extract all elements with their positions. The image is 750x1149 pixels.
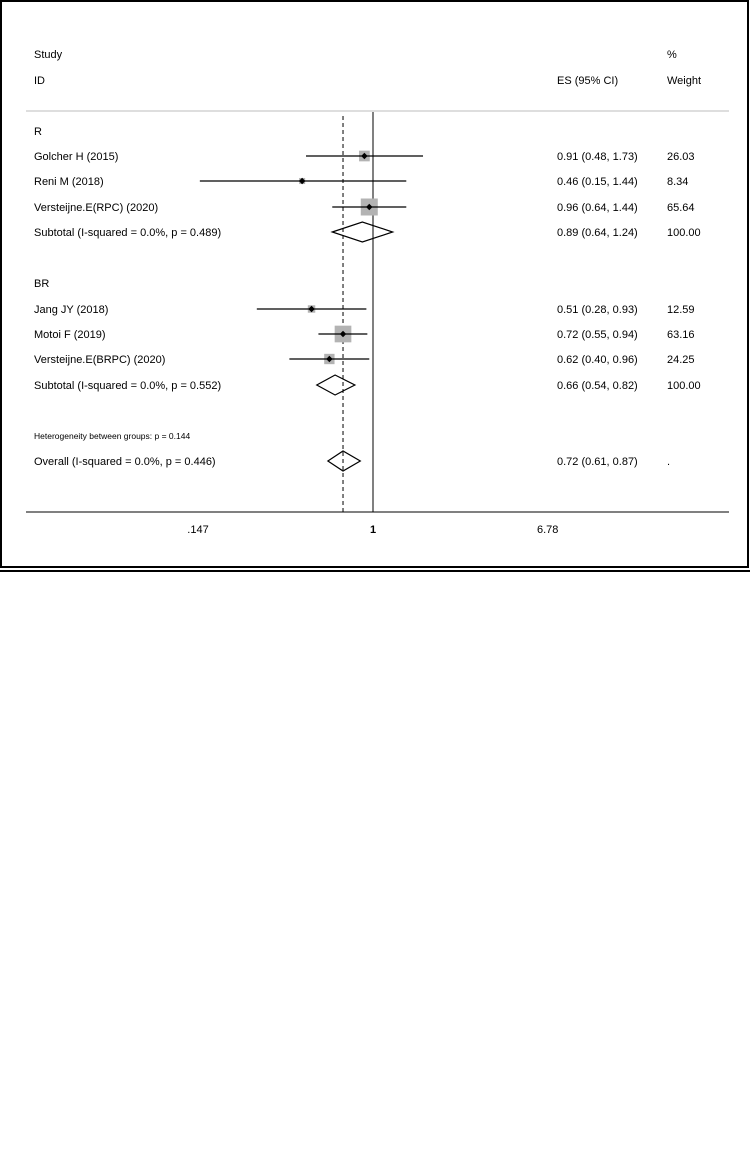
overall-es-ci: 0.72 (0.61, 0.87) — [557, 456, 638, 468]
study-label: Motoi F (2019) — [34, 329, 106, 341]
header-es-ci: ES (95% CI) — [557, 75, 619, 87]
subtotal-diamond — [332, 222, 392, 242]
header-weight: Weight — [667, 75, 702, 87]
overall-weight: . — [667, 456, 671, 468]
overall-label: Overall (I-squared = 0.0%, p = 0.446) — [34, 456, 216, 468]
study-es-ci: 0.91 (0.48, 1.73) — [557, 151, 638, 163]
subtotal-label: Subtotal (I-squared = 0.0%, p = 0.489) — [34, 227, 222, 239]
x-tick-label: 1 — [369, 524, 377, 536]
overall-diamond — [328, 451, 360, 471]
subtotal-weight: 100.00 — [667, 380, 701, 392]
heterogeneity-note: Heterogeneity between groups: p = 0.144 — [34, 431, 191, 441]
study-weight: 12.59 — [667, 304, 695, 316]
header-id: ID — [34, 75, 45, 87]
header-percent: % — [667, 49, 677, 61]
group-label: R — [34, 126, 42, 138]
study-label: Jang JY (2018) — [34, 304, 109, 316]
forest-plot-figure — [0, 0, 750, 574]
forest-rows — [26, 112, 729, 536]
study-weight: 63.16 — [667, 329, 695, 341]
study-es-ci: 0.72 (0.55, 0.94) — [557, 329, 638, 341]
header-study: Study — [34, 49, 63, 61]
study-label: Reni M (2018) — [34, 176, 104, 188]
forest-plot-svg — [0, 0, 750, 574]
subtotal-es-ci: 0.66 (0.54, 0.82) — [557, 380, 638, 392]
study-es-ci: 0.62 (0.40, 0.96) — [557, 354, 638, 366]
study-label: Versteijne.E(RPC) (2020) — [34, 202, 159, 214]
study-weight: 26.03 — [667, 151, 695, 163]
x-tick-label: 6.78 — [536, 524, 559, 536]
study-es-ci: 0.96 (0.64, 1.44) — [557, 202, 638, 214]
study-es-ci: 0.46 (0.15, 1.44) — [557, 176, 638, 188]
study-weight: 24.25 — [667, 354, 695, 366]
study-label: Golcher H (2015) — [34, 151, 119, 163]
x-tick-label: .147 — [187, 524, 209, 536]
study-es-ci: 0.51 (0.28, 0.93) — [557, 304, 638, 316]
study-weight: 8.34 — [667, 176, 689, 188]
subtotal-es-ci: 0.89 (0.64, 1.24) — [557, 227, 638, 239]
group-label: BR — [34, 278, 50, 290]
subtotal-diamond — [317, 375, 355, 395]
figure-border — [1, 1, 748, 567]
study-label: Versteijne.E(BRPC) (2020) — [34, 354, 166, 366]
subtotal-label: Subtotal (I-squared = 0.0%, p = 0.552) — [34, 380, 222, 392]
subtotal-weight: 100.00 — [667, 227, 701, 239]
study-weight: 65.64 — [667, 202, 695, 214]
